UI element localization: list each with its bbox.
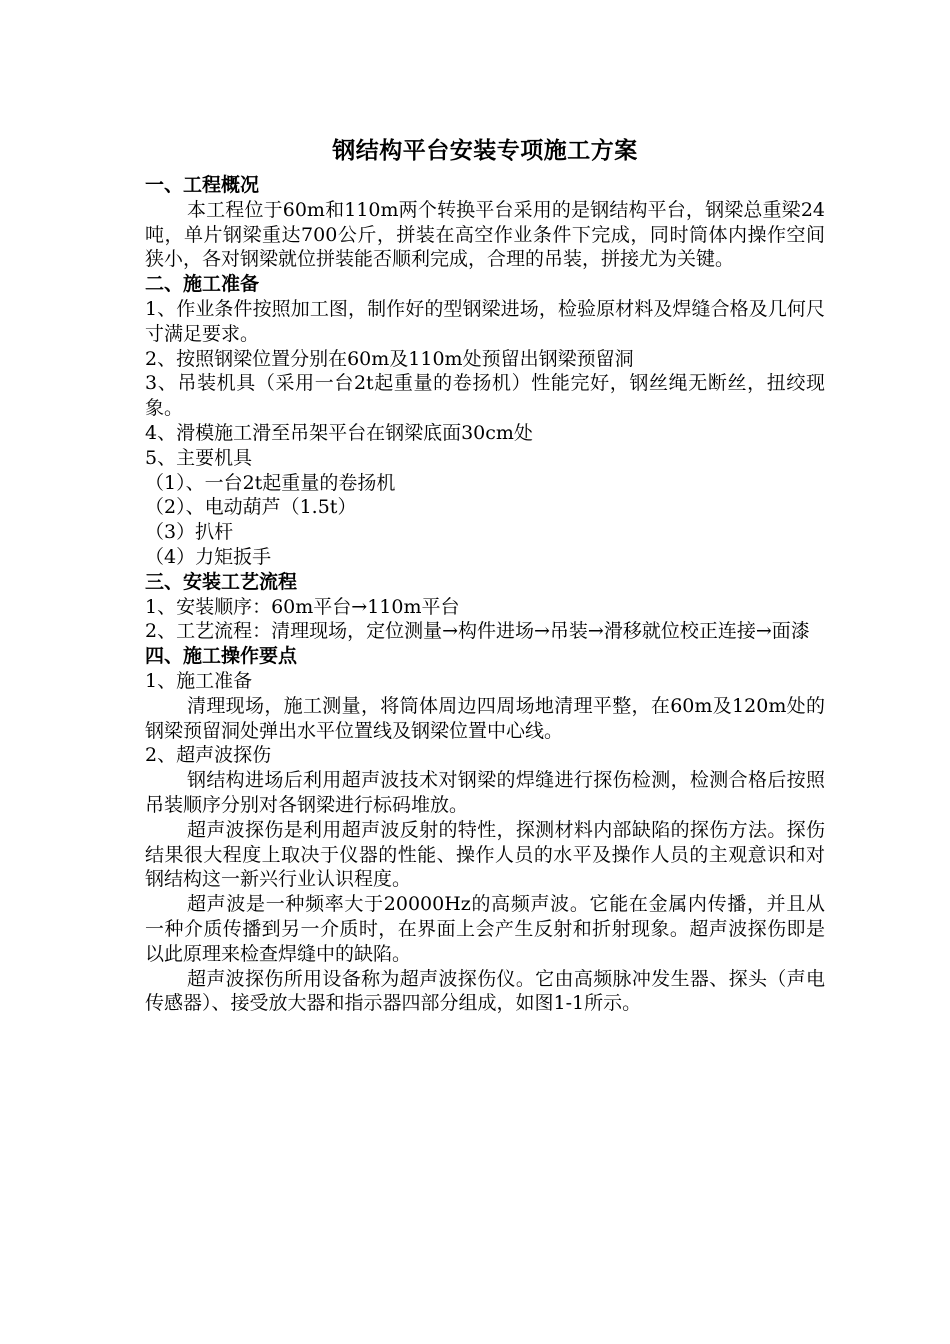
tool-item-2: （2）、电动葫芦（1.5t） (145, 496, 357, 519)
document-title: 钢结构平台安装专项施工方案 (332, 137, 638, 164)
tool-item-4: （4）力矩扳手 (145, 545, 272, 568)
process-item-1: 1、安装顺序：60m平台→110m平台 (145, 595, 460, 618)
ops-paragraph-2d: 超声波探伤所用设备称为超声波探伤仪。它由高频脉冲发生器、探头（声电传感器）、接受放大器和指示器四部分组成，如图1-1所示。 (145, 967, 825, 1015)
overview-paragraph: 本工程位于60m和110m两个转换平台采用的是钢结构平台，钢梁总重梁24吨，单片钢梁重达700公斤，拼装在高空作业条件下完成，同时筒体内操作空间狭小，各对钢梁就位拼装能否顺利完成，合理的吊装，拼接尤为关键。 (145, 198, 825, 271)
document-page (145, 135, 825, 1016)
prep-item-5: 5、主要机具 (145, 446, 253, 469)
ops-subheading-2: 2、超声波探伤 (145, 744, 272, 767)
process-item-2: 2、工艺流程：清理现场，定位测量→构件进场→吊装→滑移就位校正连接→面漆 (145, 620, 810, 643)
prep-item-1: 1、作业条件按照加工图，制作好的型钢梁进场，检验原材料及焊缝合格及几何尺寸满足要求。 (145, 297, 825, 345)
tool-item-3: （3）扒杆 (145, 521, 234, 544)
section-heading-process: 三、安装工艺流程 (145, 570, 298, 593)
tool-item-1: （1）、一台2t起重量的卷扬机 (145, 471, 396, 494)
prep-item-2: 2、按照钢梁位置分别在60m及110m处预留出钢梁预留洞 (145, 347, 634, 370)
prep-item-4: 4、滑模施工滑至吊架平台在钢梁底面30cm处 (145, 421, 533, 444)
ops-paragraph-1: 清理现场，施工测量，将筒体周边四周场地清理平整，在60m及120m处的钢梁预留洞处弹出水平位置线及钢梁位置中心线。 (145, 694, 825, 742)
ops-paragraph-2c: 超声波是一种频率大于20000Hz的高频声波。它能在金属内传播，并且从一种介质传播到另一介质时，在界面上会产生反射和折射现象。超声波探伤即是以此原理来检查焊缝中的缺陷。 (145, 893, 825, 965)
ops-subheading-1: 1、施工准备 (145, 669, 253, 692)
ops-paragraph-2a: 钢结构进场后利用超声波技术对钢梁的焊缝进行探伤检测，检测合格后按照吊装顺序分别对各钢梁进行标码堆放。 (145, 769, 825, 816)
ops-paragraph-2b: 超声波探伤是利用超声波反射的特性，探测材料内部缺陷的探伤方法。探伤结果很大程度上取决于仪器的性能、操作人员的水平及操作人员的主观意识和对钢结构这一新兴行业认识程度。 (145, 818, 825, 891)
prep-item-3: 3、吊装机具（采用一台2t起重量的卷扬机）性能完好，钢丝绳无断丝，扭绞现象。 (145, 372, 825, 420)
section-heading-preparation: 二、施工准备 (145, 273, 260, 296)
section-heading-operations: 四、施工操作要点 (145, 645, 298, 668)
section-heading-overview: 一、工程概况 (145, 174, 260, 196)
